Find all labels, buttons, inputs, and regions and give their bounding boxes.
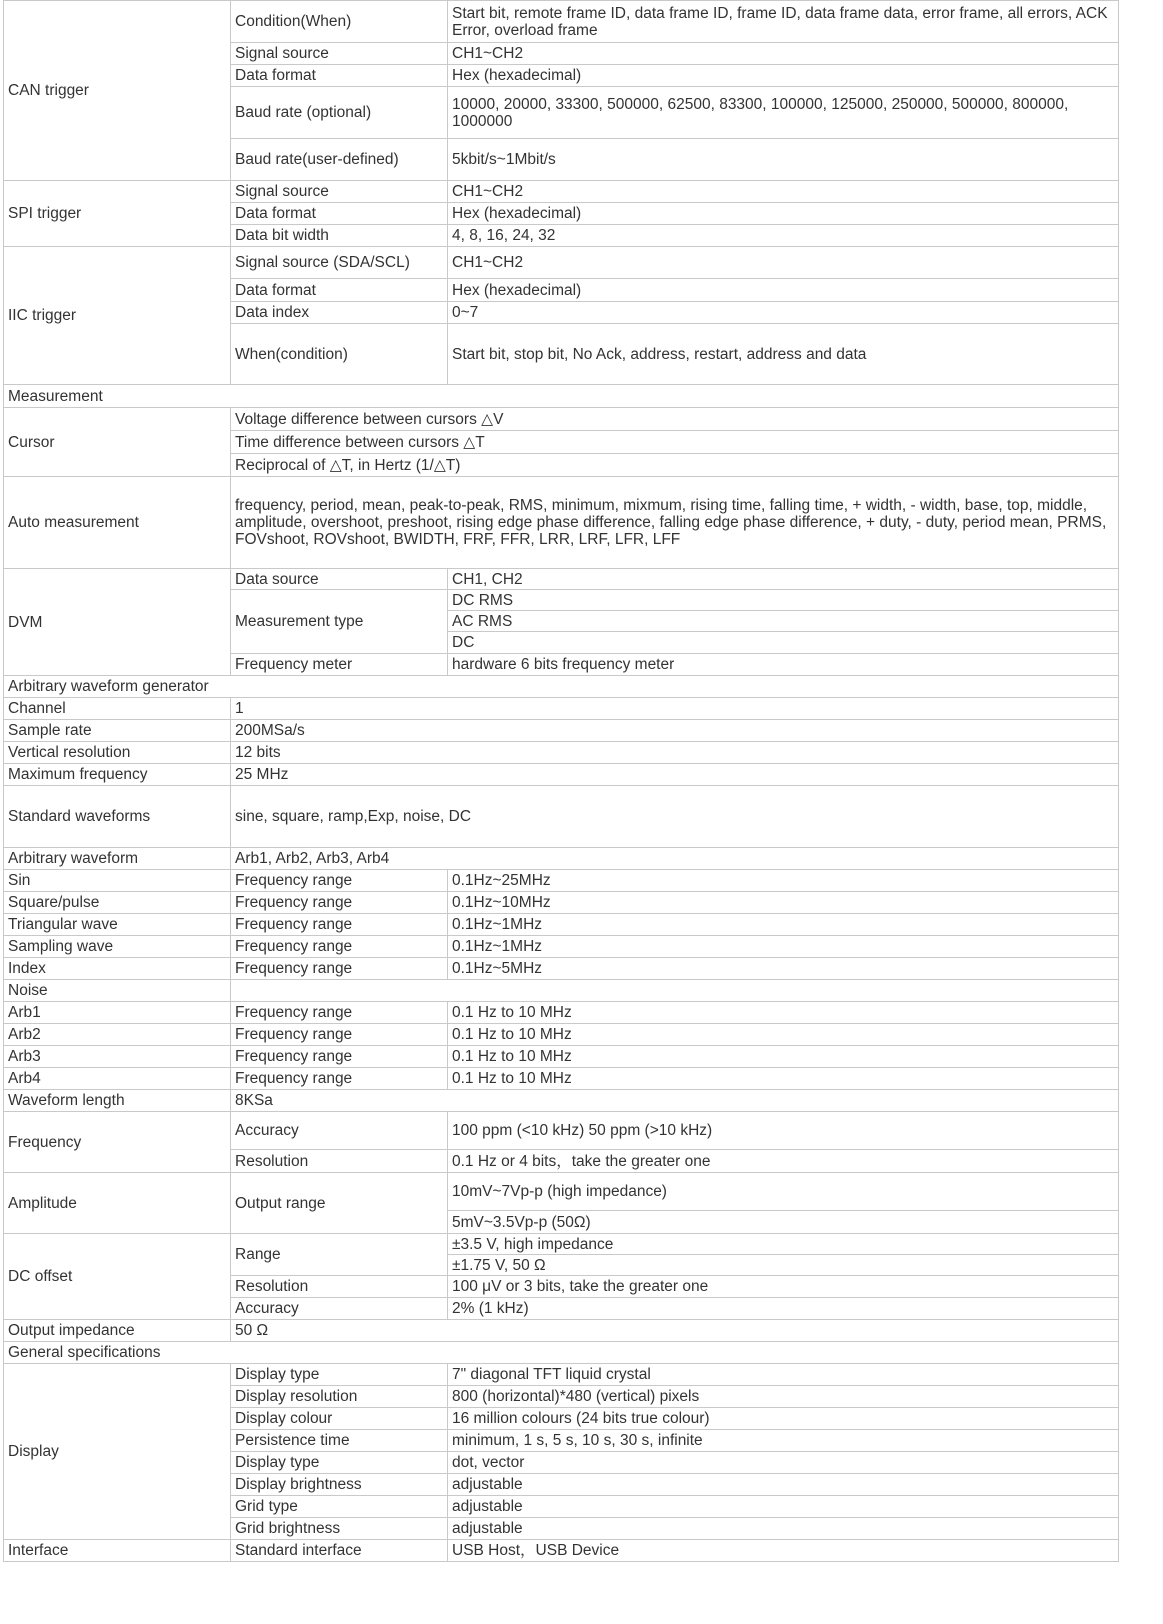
table-cell: 5kbit/s~1Mbit/s bbox=[448, 139, 1119, 181]
table-row bbox=[4, 742, 1119, 764]
table-cell: 5mV~3.5Vp-p (50Ω) bbox=[448, 1211, 1119, 1234]
table-cell: Resolution bbox=[231, 1150, 448, 1173]
table-cell: Frequency range bbox=[231, 914, 448, 936]
table-cell: Arb1 bbox=[4, 1002, 231, 1024]
table-cell: Display bbox=[4, 1364, 231, 1540]
table-cell: Frequency range bbox=[231, 892, 448, 914]
table-cell: Maximum frequency bbox=[4, 764, 231, 786]
table-cell bbox=[231, 980, 1119, 1002]
table-row bbox=[4, 1068, 1119, 1090]
table-cell: Frequency range bbox=[231, 958, 448, 980]
table-cell: adjustable bbox=[448, 1474, 1119, 1496]
table-row bbox=[4, 477, 1119, 569]
table-cell: Square/pulse bbox=[4, 892, 231, 914]
table-cell: 0.1Hz~1MHz bbox=[448, 936, 1119, 958]
table-cell: Arbitrary waveform bbox=[4, 848, 231, 870]
table-row bbox=[4, 786, 1119, 848]
table-cell: Noise bbox=[4, 980, 231, 1002]
table-cell: 0.1 Hz to 10 MHz bbox=[448, 1002, 1119, 1024]
table-cell: 2% (1 kHz) bbox=[448, 1298, 1119, 1320]
table-cell: Accuracy bbox=[231, 1298, 448, 1320]
table-cell: 0.1 Hz or 4 bits，take the greater one bbox=[448, 1150, 1119, 1173]
table-cell: Grid type bbox=[231, 1496, 448, 1518]
table-cell: Data source bbox=[231, 569, 448, 590]
table-cell: adjustable bbox=[448, 1496, 1119, 1518]
table-cell: Arb2 bbox=[4, 1024, 231, 1046]
table-row bbox=[4, 1540, 1119, 1562]
table-cell: CH1~CH2 bbox=[448, 181, 1119, 203]
table-cell: Measurement type bbox=[231, 590, 448, 654]
table-row bbox=[4, 385, 1119, 408]
table-cell: CH1~CH2 bbox=[448, 43, 1119, 65]
table-cell: 50 Ω bbox=[231, 1320, 1119, 1342]
table-cell: DC offset bbox=[4, 1234, 231, 1320]
table-row bbox=[4, 1234, 1119, 1255]
table-row bbox=[4, 1364, 1119, 1386]
table-cell: DC bbox=[448, 632, 1119, 654]
table-cell: Frequency bbox=[4, 1112, 231, 1173]
table-cell: Persistence time bbox=[231, 1430, 448, 1452]
table-cell: adjustable bbox=[448, 1518, 1119, 1540]
table-cell: 100 ppm (<10 kHz) 50 ppm (>10 kHz) bbox=[448, 1112, 1119, 1150]
table-row bbox=[4, 408, 1119, 431]
table-cell: Output impedance bbox=[4, 1320, 231, 1342]
table-cell: frequency, period, mean, peak-to-peak, RMS, minimum, mixmum, rising time, falling time, + width, - width, base, top, middle, amplitude, overshoot, preshoot, rising edge phase difference, falling edge phase difference, + duty, - duty, period mean, PRMS, FOVshoot, ROVshoot, BWIDTH, FRF, FFR, LRR, LRF, LFR, LFF bbox=[231, 477, 1119, 569]
table-cell: Arbitrary waveform generator bbox=[4, 676, 1119, 698]
table-row bbox=[4, 1173, 1119, 1211]
table-cell: 0~7 bbox=[448, 302, 1119, 324]
table-cell: Data bit width bbox=[231, 225, 448, 247]
table-cell: Start bit, stop bit, No Ack, address, restart, address and data bbox=[448, 324, 1119, 385]
table-cell: DC RMS bbox=[448, 590, 1119, 611]
table-cell: 200MSa/s bbox=[231, 720, 1119, 742]
table-cell: 16 million colours (24 bits true colour) bbox=[448, 1408, 1119, 1430]
table-cell: Frequency range bbox=[231, 936, 448, 958]
table-cell: Frequency range bbox=[231, 870, 448, 892]
table-cell: 100 μV or 3 bits, take the greater one bbox=[448, 1276, 1119, 1298]
table-row bbox=[4, 892, 1119, 914]
table-row bbox=[4, 1112, 1119, 1150]
table-row bbox=[4, 870, 1119, 892]
table-cell: Display resolution bbox=[231, 1386, 448, 1408]
table-cell: dot, vector bbox=[448, 1452, 1119, 1474]
table-cell: Display type bbox=[231, 1452, 448, 1474]
table-cell: Data format bbox=[231, 65, 448, 87]
table-cell: Output range bbox=[231, 1173, 448, 1234]
table-cell: Frequency range bbox=[231, 1046, 448, 1068]
table-cell: Channel bbox=[4, 698, 231, 720]
table-cell: 0.1 Hz to 10 MHz bbox=[448, 1024, 1119, 1046]
table-cell: sine, square, ramp,Exp, noise, DC bbox=[231, 786, 1119, 848]
table-row bbox=[4, 247, 1119, 279]
table-cell: Display type bbox=[231, 1364, 448, 1386]
table-row bbox=[4, 1046, 1119, 1068]
table-row bbox=[4, 936, 1119, 958]
table-cell: Signal source bbox=[231, 181, 448, 203]
table-cell: Waveform length bbox=[4, 1090, 231, 1112]
table-cell: 0.1Hz~10MHz bbox=[448, 892, 1119, 914]
table-cell: Frequency range bbox=[231, 1068, 448, 1090]
table-row bbox=[4, 676, 1119, 698]
table-cell: 10mV~7Vp-p (high impedance) bbox=[448, 1173, 1119, 1211]
table-cell: Data format bbox=[231, 203, 448, 225]
table-cell: Baud rate (optional) bbox=[231, 87, 448, 139]
table-cell: Sample rate bbox=[4, 720, 231, 742]
table-cell: Frequency meter bbox=[231, 654, 448, 676]
table-cell: CH1~CH2 bbox=[448, 247, 1119, 279]
table-cell: Arb3 bbox=[4, 1046, 231, 1068]
table-cell: Baud rate(user-defined) bbox=[231, 139, 448, 181]
table-cell: Sampling wave bbox=[4, 936, 231, 958]
table-cell: Display brightness bbox=[231, 1474, 448, 1496]
table-row bbox=[4, 958, 1119, 980]
table-cell: Arb1, Arb2, Arb3, Arb4 bbox=[231, 848, 1119, 870]
table-cell: Amplitude bbox=[4, 1173, 231, 1234]
table-row bbox=[4, 1, 1119, 43]
table-cell: 4, 8, 16, 24, 32 bbox=[448, 225, 1119, 247]
table-row bbox=[4, 1342, 1119, 1364]
table-cell: 25 MHz bbox=[231, 764, 1119, 786]
table-cell: Hex (hexadecimal) bbox=[448, 65, 1119, 87]
table-cell: Grid brightness bbox=[231, 1518, 448, 1540]
table-cell: ±3.5 V, high impedance bbox=[448, 1234, 1119, 1255]
table-cell: Frequency range bbox=[231, 1024, 448, 1046]
table-cell: Signal source bbox=[231, 43, 448, 65]
table-cell: When(condition) bbox=[231, 324, 448, 385]
table-cell: General specifications bbox=[4, 1342, 1119, 1364]
table-cell: 0.1 Hz to 10 MHz bbox=[448, 1068, 1119, 1090]
table-cell: 0.1Hz~25MHz bbox=[448, 870, 1119, 892]
table-row bbox=[4, 848, 1119, 870]
table-row bbox=[4, 764, 1119, 786]
table-cell: 8KSa bbox=[231, 1090, 1119, 1112]
table-cell: Triangular wave bbox=[4, 914, 231, 936]
table-row bbox=[4, 1320, 1119, 1342]
table-cell: Interface bbox=[4, 1540, 231, 1562]
table-cell: 1 bbox=[231, 698, 1119, 720]
table-cell: Index bbox=[4, 958, 231, 980]
table-cell: Frequency range bbox=[231, 1002, 448, 1024]
table-cell: Cursor bbox=[4, 408, 231, 477]
table-cell: Display colour bbox=[231, 1408, 448, 1430]
table-row bbox=[4, 698, 1119, 720]
table-cell: Resolution bbox=[231, 1276, 448, 1298]
table-cell: Sin bbox=[4, 870, 231, 892]
table-cell: Vertical resolution bbox=[4, 742, 231, 764]
table-cell: Reciprocal of △T, in Hertz (1/△T) bbox=[231, 454, 1119, 477]
table-cell: Data index bbox=[231, 302, 448, 324]
spec-table bbox=[3, 0, 1119, 1562]
table-cell: Measurement bbox=[4, 385, 1119, 408]
table-cell: IIC trigger bbox=[4, 247, 231, 385]
table-row bbox=[4, 569, 1119, 590]
table-cell: 7" diagonal TFT liquid crystal bbox=[448, 1364, 1119, 1386]
table-cell: Hex (hexadecimal) bbox=[448, 203, 1119, 225]
table-cell: Data format bbox=[231, 279, 448, 302]
table-cell: Time difference between cursors △T bbox=[231, 431, 1119, 454]
table-cell: Signal source (SDA/SCL) bbox=[231, 247, 448, 279]
table-row bbox=[4, 720, 1119, 742]
table-row bbox=[4, 914, 1119, 936]
table-cell: CAN trigger bbox=[4, 1, 231, 181]
table-cell: Voltage difference between cursors △V bbox=[231, 408, 1119, 431]
table-cell: Accuracy bbox=[231, 1112, 448, 1150]
table-cell: 10000, 20000, 33300, 500000, 62500, 83300, 100000, 125000, 250000, 500000, 800000, 1000000 bbox=[448, 87, 1119, 139]
table-row bbox=[4, 1090, 1119, 1112]
table-row bbox=[4, 980, 1119, 1002]
table-cell: Condition(When) bbox=[231, 1, 448, 43]
table-row bbox=[4, 1002, 1119, 1024]
table-row bbox=[4, 181, 1119, 203]
table-cell: Range bbox=[231, 1234, 448, 1276]
table-cell: SPI trigger bbox=[4, 181, 231, 247]
table-cell: Start bit, remote frame ID, data frame ID, frame ID, data frame data, error frame, all errors, ACK Error, overload frame bbox=[448, 1, 1119, 43]
table-cell: Standard waveforms bbox=[4, 786, 231, 848]
table-cell: CH1, CH2 bbox=[448, 569, 1119, 590]
table-cell: 0.1Hz~5MHz bbox=[448, 958, 1119, 980]
table-cell: 0.1Hz~1MHz bbox=[448, 914, 1119, 936]
table-row bbox=[4, 1024, 1119, 1046]
table-cell: 800 (horizontal)*480 (vertical) pixels bbox=[448, 1386, 1119, 1408]
spec-table-body bbox=[4, 1, 1119, 1562]
table-cell: 0.1 Hz to 10 MHz bbox=[448, 1046, 1119, 1068]
table-cell: Arb4 bbox=[4, 1068, 231, 1090]
table-cell: Standard interface bbox=[231, 1540, 448, 1562]
table-cell: 12 bits bbox=[231, 742, 1119, 764]
table-cell: Hex (hexadecimal) bbox=[448, 279, 1119, 302]
table-cell: hardware 6 bits frequency meter bbox=[448, 654, 1119, 676]
table-cell: ±1.75 V, 50 Ω bbox=[448, 1255, 1119, 1276]
table-cell: USB Host，USB Device bbox=[448, 1540, 1119, 1562]
table-cell: minimum, 1 s, 5 s, 10 s, 30 s, infinite bbox=[448, 1430, 1119, 1452]
table-cell: DVM bbox=[4, 569, 231, 676]
table-cell: AC RMS bbox=[448, 611, 1119, 632]
table-cell: Auto measurement bbox=[4, 477, 231, 569]
